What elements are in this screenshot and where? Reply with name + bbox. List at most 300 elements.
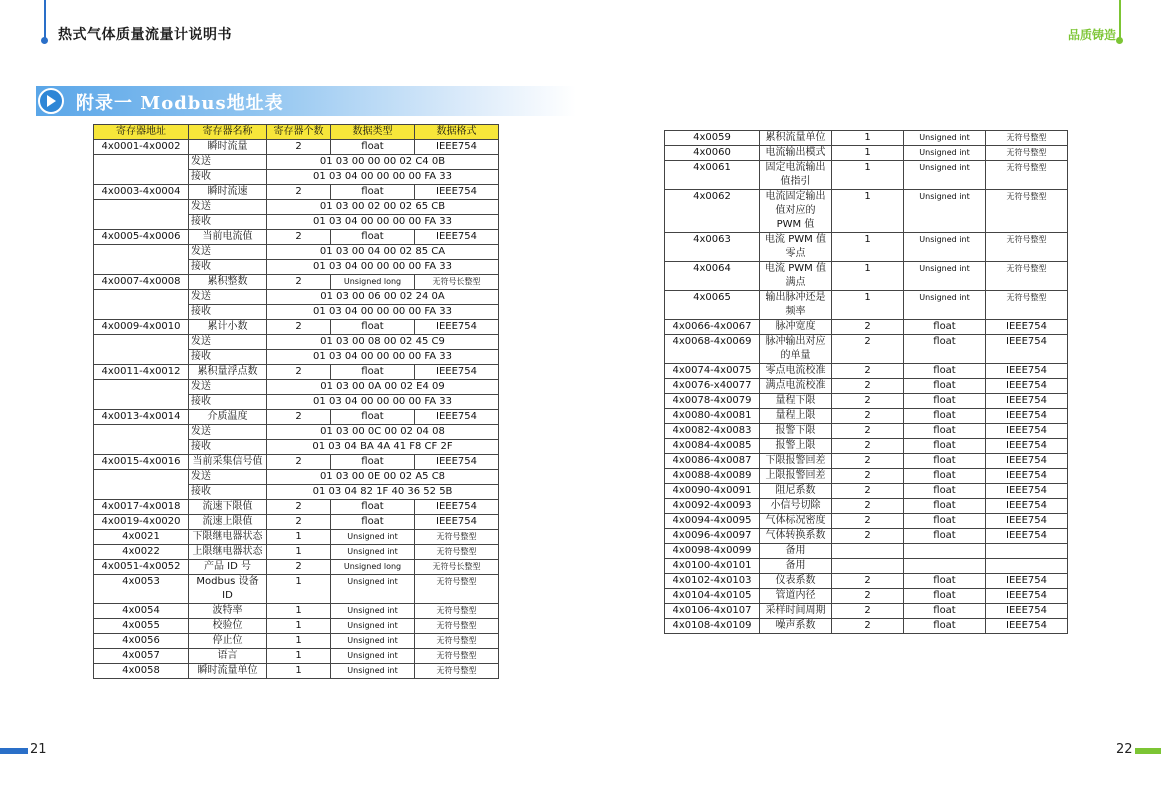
register-address: 4x0078-4x0079 (665, 394, 760, 409)
register-name: 瞬时流量单位 (189, 664, 267, 679)
table-row (665, 364, 1068, 379)
register-address: 4x0005-4x0006 (94, 230, 189, 245)
command-row (94, 155, 499, 170)
register-name: 气体转换系数 (760, 529, 832, 544)
command-label: 接收 (189, 215, 267, 230)
register-count: 1 (267, 545, 331, 560)
data-type: Unsigned int (331, 664, 415, 679)
register-name: 流速上限值 (189, 515, 267, 530)
data-type: float (904, 604, 986, 619)
register-count: 1 (267, 619, 331, 634)
register-count: 1 (267, 530, 331, 545)
data-format: IEEE754 (986, 335, 1068, 364)
data-format (986, 544, 1068, 559)
table-row (665, 454, 1068, 469)
data-format: 无符号整型 (415, 649, 499, 664)
register-name: 上限报警回差 (760, 469, 832, 484)
register-address: 4x0057 (94, 649, 189, 664)
table-row (94, 560, 499, 575)
register-count: 2 (832, 454, 904, 469)
command-hex: 01 03 04 00 00 00 00 FA 33 (267, 170, 499, 185)
data-format: 无符号整型 (986, 131, 1068, 146)
command-label: 发送 (189, 425, 267, 440)
command-label: 接收 (189, 485, 267, 500)
data-format: 无符号整型 (415, 634, 499, 649)
command-label: 发送 (189, 335, 267, 350)
data-type: Unsigned int (904, 291, 986, 320)
command-hex: 01 03 04 00 00 00 00 FA 33 (267, 395, 499, 410)
table-row (665, 335, 1068, 364)
register-count: 2 (832, 364, 904, 379)
blank-cell (94, 335, 189, 350)
table-row (94, 185, 499, 200)
table-row (665, 499, 1068, 514)
data-format: IEEE754 (986, 439, 1068, 454)
table-row (94, 530, 499, 545)
register-count: 2 (832, 409, 904, 424)
command-row (94, 200, 499, 215)
command-hex: 01 03 04 BA 4A 41 F8 CF 2F (267, 440, 499, 455)
data-type: Unsigned int (904, 190, 986, 233)
data-format: IEEE754 (415, 410, 499, 425)
blank-cell (94, 305, 189, 320)
blank-cell (94, 470, 189, 485)
register-address: 4x0062 (665, 190, 760, 233)
command-hex: 01 03 00 06 00 02 24 0A (267, 290, 499, 305)
data-format: 无符号整型 (986, 233, 1068, 262)
table-row (665, 146, 1068, 161)
data-type: Unsigned int (331, 649, 415, 664)
register-count: 2 (267, 230, 331, 245)
command-hex: 01 03 04 00 00 00 00 FA 33 (267, 305, 499, 320)
register-count: 1 (832, 146, 904, 161)
command-row (94, 305, 499, 320)
command-label: 发送 (189, 245, 267, 260)
register-address: 4x0106-4x0107 (665, 604, 760, 619)
register-name: 累积整数 (189, 275, 267, 290)
page-number-left: 21 (30, 742, 47, 757)
command-label: 发送 (189, 470, 267, 485)
command-hex: 01 03 00 00 00 02 C4 0B (267, 155, 499, 170)
document-title: 热式气体质量流量计说明书 (58, 27, 232, 43)
command-row (94, 350, 499, 365)
register-name: 上限继电器状态 (189, 545, 267, 560)
register-address: 4x0054 (94, 604, 189, 619)
register-address: 4x0084-4x0085 (665, 439, 760, 454)
blank-cell (94, 425, 189, 440)
table-row (94, 140, 499, 155)
register-address: 4x0021 (94, 530, 189, 545)
register-address: 4x0061 (665, 161, 760, 190)
register-address: 4x0022 (94, 545, 189, 560)
register-name: 零点电流校准 (760, 364, 832, 379)
command-label: 接收 (189, 350, 267, 365)
register-count (832, 559, 904, 574)
data-format: IEEE754 (986, 589, 1068, 604)
data-type: float (904, 439, 986, 454)
data-format: IEEE754 (415, 365, 499, 380)
command-row (94, 170, 499, 185)
table-row (665, 559, 1068, 574)
table-row (665, 161, 1068, 190)
register-address: 4x0098-4x0099 (665, 544, 760, 559)
data-format: IEEE754 (986, 469, 1068, 484)
register-count: 2 (267, 185, 331, 200)
data-format: IEEE754 (986, 364, 1068, 379)
command-hex: 01 03 00 0C 00 02 04 08 (267, 425, 499, 440)
register-name: Modbus 设备 ID (189, 575, 267, 604)
register-address: 4x0003-4x0004 (94, 185, 189, 200)
register-address: 4x0056 (94, 634, 189, 649)
data-type: float (904, 424, 986, 439)
command-row (94, 380, 499, 395)
register-name: 停止位 (189, 634, 267, 649)
data-format: IEEE754 (986, 574, 1068, 589)
data-type: float (904, 484, 986, 499)
data-format: IEEE754 (986, 514, 1068, 529)
table-row (665, 439, 1068, 454)
header-register-address: 寄存器地址 (94, 125, 189, 140)
register-address: 4x0068-4x0069 (665, 335, 760, 364)
table-row (665, 409, 1068, 424)
register-address: 4x0019-4x0020 (94, 515, 189, 530)
register-name: 备用 (760, 544, 832, 559)
data-format: 无符号整型 (986, 262, 1068, 291)
table-row (94, 664, 499, 679)
register-count: 2 (267, 515, 331, 530)
table-row (94, 320, 499, 335)
register-name: 下限继电器状态 (189, 530, 267, 545)
data-format: 无符号整型 (986, 161, 1068, 190)
data-type: float (904, 469, 986, 484)
data-format: 无符号整型 (415, 664, 499, 679)
register-count: 1 (832, 262, 904, 291)
register-address: 4x0017-4x0018 (94, 500, 189, 515)
command-hex: 01 03 04 00 00 00 00 FA 33 (267, 350, 499, 365)
table-row (94, 500, 499, 515)
table-row (94, 545, 499, 560)
command-row (94, 395, 499, 410)
command-label: 发送 (189, 380, 267, 395)
data-type: float (904, 514, 986, 529)
header-left-rule (44, 0, 46, 40)
data-type: float (331, 455, 415, 470)
brand-slogan: 品质铸造 (1068, 28, 1117, 42)
header-right-rule (1119, 0, 1121, 40)
table-row (665, 379, 1068, 394)
register-count: 2 (832, 469, 904, 484)
data-type: float (904, 589, 986, 604)
register-name: 下限报警回差 (760, 454, 832, 469)
command-label: 接收 (189, 440, 267, 455)
register-count: 2 (267, 560, 331, 575)
register-name: 满点电流校准 (760, 379, 832, 394)
blank-cell (94, 440, 189, 455)
data-type: float (331, 515, 415, 530)
blank-cell (94, 200, 189, 215)
data-type: Unsigned long (331, 560, 415, 575)
data-format: 无符号整型 (415, 619, 499, 634)
data-format: IEEE754 (415, 455, 499, 470)
blank-cell (94, 485, 189, 500)
table-row (94, 515, 499, 530)
register-count: 2 (832, 439, 904, 454)
table-row (665, 262, 1068, 291)
data-format: IEEE754 (415, 500, 499, 515)
register-name: 噪声系数 (760, 619, 832, 634)
register-name: 当前采集信号值 (189, 455, 267, 470)
register-name: 累积量浮点数 (189, 365, 267, 380)
register-name: 报警下限 (760, 424, 832, 439)
header-register-name: 寄存器名称 (189, 125, 267, 140)
table-row (665, 604, 1068, 619)
data-type: float (331, 410, 415, 425)
register-address: 4x0060 (665, 146, 760, 161)
data-format: IEEE754 (986, 529, 1068, 544)
register-address: 4x0088-4x0089 (665, 469, 760, 484)
register-address: 4x0094-4x0095 (665, 514, 760, 529)
register-name: 输出脉冲还是频率 (760, 291, 832, 320)
register-address: 4x0074-4x0075 (665, 364, 760, 379)
blank-cell (94, 395, 189, 410)
register-count (832, 544, 904, 559)
table-row (665, 529, 1068, 544)
register-count: 2 (267, 140, 331, 155)
register-name: 校验位 (189, 619, 267, 634)
data-format: 无符号整型 (986, 291, 1068, 320)
data-type: float (904, 619, 986, 634)
register-count: 2 (267, 365, 331, 380)
data-type: Unsigned long (331, 275, 415, 290)
command-row (94, 215, 499, 230)
command-label: 接收 (189, 260, 267, 275)
register-name: 瞬时流速 (189, 185, 267, 200)
blank-cell (94, 350, 189, 365)
register-count: 2 (832, 320, 904, 335)
header-data-type: 数据类型 (331, 125, 415, 140)
blank-cell (94, 245, 189, 260)
register-address: 4x0100-4x0101 (665, 559, 760, 574)
register-count: 1 (267, 575, 331, 604)
data-type: float (904, 335, 986, 364)
command-row (94, 485, 499, 500)
register-table-right (664, 130, 1068, 634)
register-address: 4x0108-4x0109 (665, 619, 760, 634)
register-name: 累积流量单位 (760, 131, 832, 146)
table-row (94, 619, 499, 634)
command-hex: 01 03 04 82 1F 40 36 52 5B (267, 485, 499, 500)
data-format: 无符号整型 (415, 530, 499, 545)
data-type: float (904, 529, 986, 544)
table-row (665, 574, 1068, 589)
data-type: float (331, 230, 415, 245)
data-format: IEEE754 (986, 604, 1068, 619)
data-type: float (331, 320, 415, 335)
register-name: 脉冲输出对应的单量 (760, 335, 832, 364)
register-count: 2 (832, 335, 904, 364)
data-format (986, 559, 1068, 574)
register-count: 2 (832, 499, 904, 514)
data-type: float (904, 409, 986, 424)
data-format: 无符号整型 (986, 190, 1068, 233)
data-format: 无符号整型 (415, 604, 499, 619)
register-count: 2 (267, 410, 331, 425)
page-bar-right (1134, 748, 1161, 754)
register-address: 4x0009-4x0010 (94, 320, 189, 335)
data-type: Unsigned int (904, 161, 986, 190)
register-name: 波特率 (189, 604, 267, 619)
register-name: 采样时间周期 (760, 604, 832, 619)
command-row (94, 335, 499, 350)
register-address: 4x0053 (94, 575, 189, 604)
data-type: Unsigned int (331, 634, 415, 649)
data-format: 无符号整型 (415, 575, 499, 604)
data-format: IEEE754 (986, 394, 1068, 409)
register-count: 2 (832, 379, 904, 394)
register-name: 累计小数 (189, 320, 267, 335)
register-name: 语言 (189, 649, 267, 664)
register-count: 2 (832, 484, 904, 499)
register-name: 电流 PWM 值满点 (760, 262, 832, 291)
register-count: 2 (832, 394, 904, 409)
data-type: float (904, 320, 986, 335)
register-count: 2 (832, 574, 904, 589)
data-type: Unsigned int (331, 545, 415, 560)
register-address: 4x0076-x40077 (665, 379, 760, 394)
register-name: 备用 (760, 559, 832, 574)
blank-cell (94, 215, 189, 230)
table-row (665, 190, 1068, 233)
data-format: IEEE754 (986, 424, 1068, 439)
data-format: IEEE754 (986, 454, 1068, 469)
table-row (665, 544, 1068, 559)
data-format: IEEE754 (415, 230, 499, 245)
data-type: float (331, 140, 415, 155)
table-row (94, 410, 499, 425)
play-arrow-icon (47, 95, 56, 107)
register-name: 仪表系数 (760, 574, 832, 589)
register-name: 气体标况密度 (760, 514, 832, 529)
register-address: 4x0055 (94, 619, 189, 634)
table-header-row (94, 125, 499, 140)
data-format: IEEE754 (986, 484, 1068, 499)
command-row (94, 440, 499, 455)
table-row (94, 634, 499, 649)
data-type: Unsigned int (904, 146, 986, 161)
command-label: 发送 (189, 290, 267, 305)
table-row (665, 291, 1068, 320)
data-format: IEEE754 (986, 499, 1068, 514)
register-count: 2 (832, 529, 904, 544)
register-name: 产品 ID 号 (189, 560, 267, 575)
command-hex: 01 03 00 0A 00 02 E4 09 (267, 380, 499, 395)
register-address: 4x0001-4x0002 (94, 140, 189, 155)
register-address: 4x0007-4x0008 (94, 275, 189, 290)
register-count: 2 (832, 424, 904, 439)
data-type: float (904, 499, 986, 514)
table-row (665, 619, 1068, 634)
register-name: 电流 PWM 值零点 (760, 233, 832, 262)
blank-cell (94, 290, 189, 305)
register-name: 量程上限 (760, 409, 832, 424)
register-count: 2 (267, 500, 331, 515)
register-count: 1 (267, 664, 331, 679)
data-type: float (904, 364, 986, 379)
register-name: 电流输出模式 (760, 146, 832, 161)
data-type (904, 559, 986, 574)
register-count: 1 (267, 649, 331, 664)
table-row (665, 131, 1068, 146)
register-address: 4x0011-4x0012 (94, 365, 189, 380)
register-name: 量程下限 (760, 394, 832, 409)
command-hex: 01 03 00 02 00 02 65 CB (267, 200, 499, 215)
register-count: 1 (832, 190, 904, 233)
command-label: 发送 (189, 200, 267, 215)
register-address: 4x0013-4x0014 (94, 410, 189, 425)
command-hex: 01 03 00 04 00 02 85 CA (267, 245, 499, 260)
data-type: float (331, 500, 415, 515)
data-format: IEEE754 (415, 140, 499, 155)
table-row (94, 230, 499, 245)
table-row (665, 320, 1068, 335)
data-format: IEEE754 (415, 515, 499, 530)
register-address: 4x0051-4x0052 (94, 560, 189, 575)
table-row (665, 394, 1068, 409)
register-name: 阻尼系数 (760, 484, 832, 499)
register-name: 流速下限值 (189, 500, 267, 515)
table-row (94, 649, 499, 664)
register-name: 报警上限 (760, 439, 832, 454)
table-row (94, 575, 499, 604)
blank-cell (94, 170, 189, 185)
register-name: 电流固定输出值对应的 PWM 值 (760, 190, 832, 233)
register-name: 当前电流值 (189, 230, 267, 245)
command-label: 接收 (189, 305, 267, 320)
register-count: 2 (832, 589, 904, 604)
data-format: IEEE754 (415, 185, 499, 200)
command-row (94, 425, 499, 440)
command-row (94, 290, 499, 305)
register-count: 2 (267, 320, 331, 335)
register-address: 4x0082-4x0083 (665, 424, 760, 439)
data-type: Unsigned int (331, 619, 415, 634)
register-address: 4x0066-4x0067 (665, 320, 760, 335)
register-count: 1 (832, 233, 904, 262)
data-type: Unsigned int (904, 262, 986, 291)
register-count: 1 (832, 131, 904, 146)
data-type: float (904, 454, 986, 469)
data-type (904, 544, 986, 559)
data-format: IEEE754 (415, 320, 499, 335)
data-format: IEEE754 (986, 409, 1068, 424)
register-address: 4x0096-4x0097 (665, 529, 760, 544)
register-count: 2 (267, 455, 331, 470)
command-hex: 01 03 00 08 00 02 45 C9 (267, 335, 499, 350)
register-name: 管道内径 (760, 589, 832, 604)
command-label: 接收 (189, 395, 267, 410)
command-row (94, 245, 499, 260)
register-count: 2 (267, 275, 331, 290)
table-row (665, 589, 1068, 604)
data-type: float (904, 379, 986, 394)
header-register-count: 寄存器个数 (267, 125, 331, 140)
data-type: float (904, 574, 986, 589)
register-count: 2 (832, 604, 904, 619)
register-name: 介质温度 (189, 410, 267, 425)
table-row (665, 233, 1068, 262)
command-label: 接收 (189, 170, 267, 185)
register-address: 4x0080-4x0081 (665, 409, 760, 424)
